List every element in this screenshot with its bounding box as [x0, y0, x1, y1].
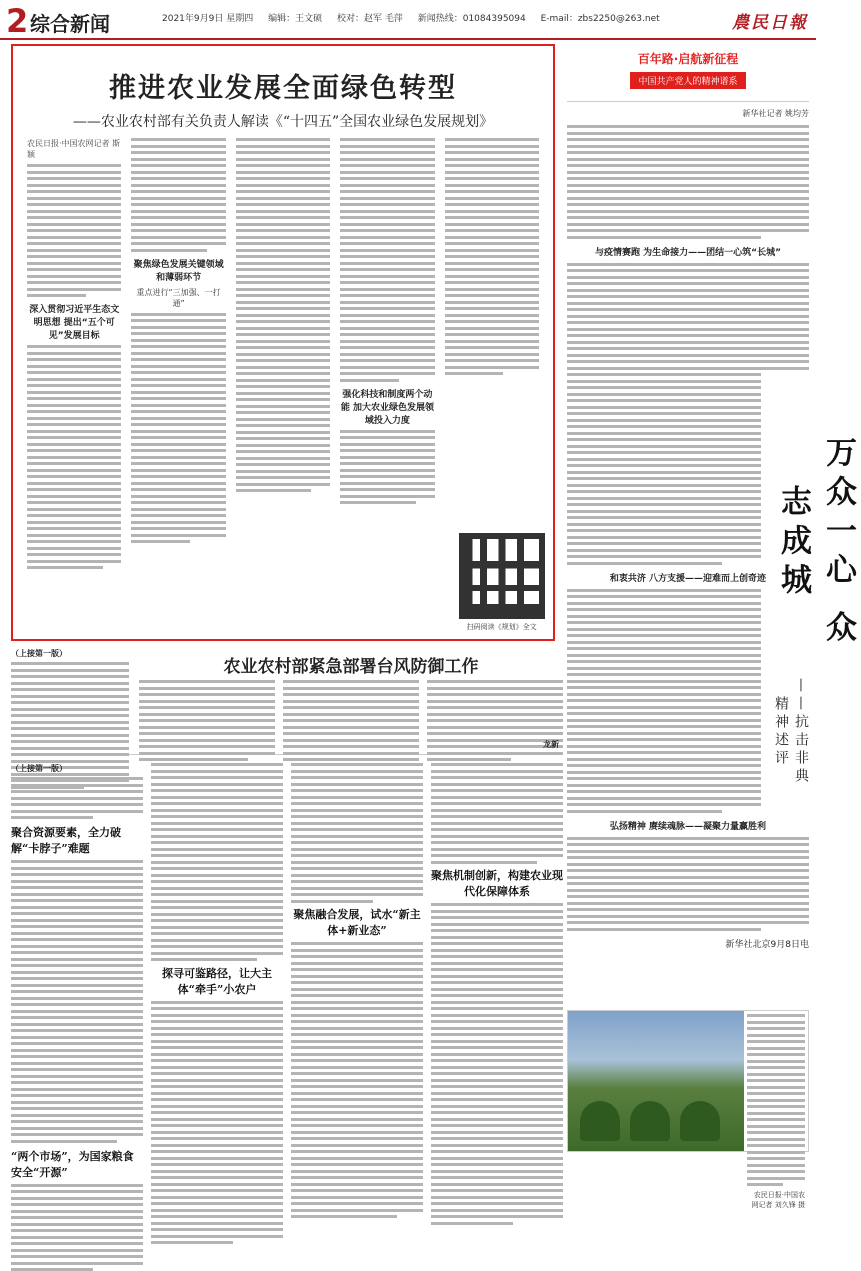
text-block — [131, 313, 225, 544]
farm-photo-image — [568, 1011, 744, 1151]
page-number: 2 — [6, 2, 29, 40]
continued-tag: （上接第一版） — [11, 649, 67, 658]
feature-body — [27, 138, 539, 632]
sidebar-section-heading: 与疫情赛跑 为生命接力——团结一心筑“长城” — [595, 247, 781, 258]
news-photo — [567, 1010, 809, 1209]
byline: 农民日报·中国农网记者 斯颖 — [27, 139, 121, 159]
article-column — [431, 763, 563, 1152]
section-title: 综合新闻 — [30, 12, 110, 36]
header-meta — [162, 11, 672, 24]
qr-code-block[interactable] — [447, 533, 557, 632]
subtitle: 聚焦绿色发展关键领域和薄弱环节 — [133, 259, 224, 283]
text-block — [567, 589, 761, 813]
feature-column — [236, 138, 330, 632]
proofreader: 校对：赵军 毛萍 — [336, 14, 403, 24]
banner-subtitle: 中国共产党人的精神谱系 — [630, 72, 745, 89]
text-block — [340, 138, 434, 382]
subtitle-secondary: 重点进行“三加强、一打通” — [136, 287, 221, 308]
newspaper-masthead: 農民日報 — [732, 13, 808, 33]
feature-column — [27, 138, 121, 632]
subtitle: 深入贯彻习近平生态文明思想 提出“五个可见”发展目标 — [29, 305, 120, 341]
continued-article — [11, 763, 563, 1179]
feature-column — [131, 138, 225, 632]
news-phone: 新闻热线：01084395094 — [417, 14, 526, 24]
photo-caption — [744, 1011, 808, 1209]
series-banner — [567, 44, 809, 102]
email[interactable]: E-mail：zbs2250@263.net — [540, 14, 660, 24]
article-subheading: 聚合资源要素，全力破解“卡脖子”难题 — [11, 826, 121, 855]
dateline: 新华社北京9月8日电 — [725, 939, 809, 950]
sidebar-headline: 万众一心 众志成城 — [775, 436, 856, 650]
article-column — [11, 763, 143, 1179]
qr-code-icon[interactable] — [459, 533, 545, 619]
feature-column — [445, 138, 539, 632]
typhoon-headline: 农业农村部紧急部署台风防御工作 — [223, 657, 479, 677]
text-block — [27, 164, 121, 297]
sidebar-section-heading: 和衷共济 八方支援——迎难而上创奇迹 — [609, 573, 767, 584]
banner-title: 百年路·启航新征程 — [637, 52, 739, 66]
text-block — [445, 138, 539, 375]
sidebar-headline-block — [771, 423, 856, 787]
sidebar-body — [567, 125, 856, 1125]
text-block — [131, 138, 225, 252]
sidebar-section-heading: 弘扬精神 赓续魂脉——凝聚力量赢胜利 — [609, 821, 767, 832]
sidebar-article — [567, 44, 856, 1209]
photo-credit: 农民日报·中国农网记者 刘久锋 摄 — [751, 1190, 805, 1209]
subtitle: 强化科技和制度两个动能 加大农业绿色发展领域投入力度 — [340, 389, 434, 426]
typhoon-body — [139, 680, 563, 765]
article-subheading: 聚焦融合发展，试水“新主体+新业态” — [293, 908, 421, 937]
sidebar-byline: 新华社记者 姚均芳 — [742, 109, 809, 118]
article-subheading: 聚焦机制创新，构建农业现代化保障体系 — [431, 869, 563, 898]
article-column — [151, 763, 283, 1152]
feature-column — [340, 138, 434, 632]
text-block — [567, 263, 809, 370]
lower-articles — [11, 648, 563, 1179]
editor: 编辑：王文硕 — [268, 14, 323, 24]
text-block — [567, 373, 761, 565]
article-subheading: “两个市场”，为国家粮食安全“开源” — [11, 1149, 134, 1179]
continued-tag: （上接第一版） — [11, 764, 67, 773]
article-column — [291, 763, 423, 1152]
text-block — [27, 345, 121, 569]
page-header — [0, 0, 816, 40]
feature-subhead: ——农业农村部有关负责人解读《“十四五”全国农业绿色发展规划》 — [72, 114, 494, 130]
sidebar-subheadline: ——抗击非典精神述评 — [773, 678, 809, 786]
typhoon-article — [11, 648, 563, 755]
article-subheading: 探寻可鉴路径，让大主体“牵手”小农户 — [162, 966, 272, 996]
text-block — [567, 837, 809, 931]
issue-date: 2021年9月9日 星期四 — [162, 14, 254, 24]
text-block — [236, 138, 330, 492]
text-block — [340, 430, 434, 505]
qr-caption: 扫码阅读《规划》全文 — [466, 623, 537, 631]
typhoon-signature: 龙新 — [543, 740, 559, 749]
feature-headline: 推进农业发展全面绿色转型 — [109, 73, 457, 104]
text-block — [567, 125, 809, 239]
feature-article — [11, 44, 555, 641]
